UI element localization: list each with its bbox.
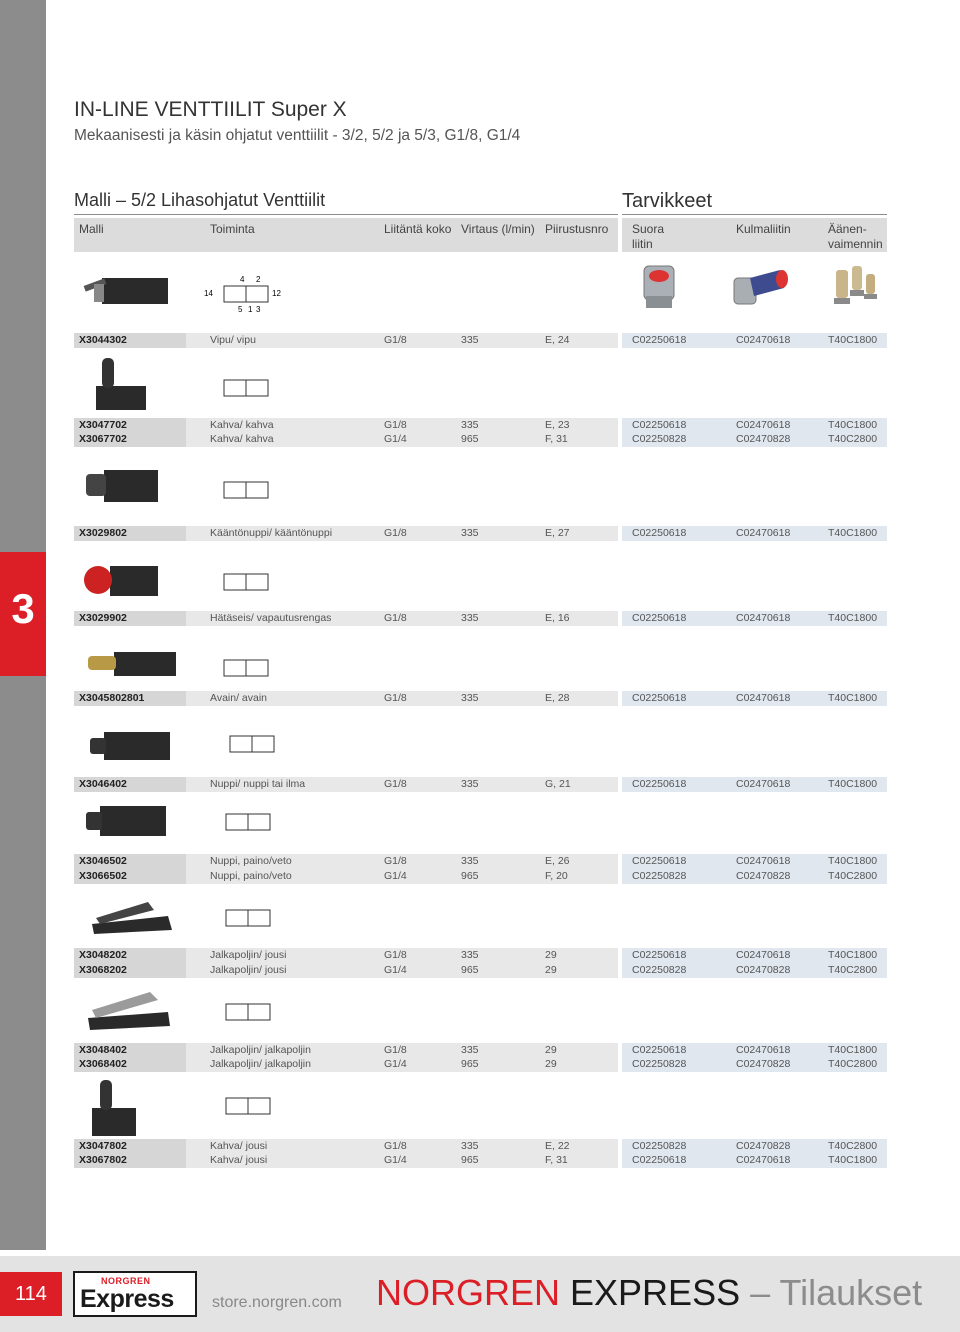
valve-key-image — [80, 644, 180, 684]
row-straight: C02250618 — [632, 778, 687, 790]
row-code: X3046402 — [79, 778, 127, 790]
row-port: G1/4 — [384, 433, 407, 445]
valve-knob-push-pull-image — [80, 800, 170, 844]
row-elbow: C02470828 — [736, 1140, 791, 1152]
brand-express: EXPRESS — [560, 1272, 741, 1313]
row-drawing: E, 16 — [545, 612, 570, 624]
row-function: Kahva/ kahva — [210, 433, 274, 445]
row-port: G1/4 — [384, 870, 407, 882]
row-straight: C02250828 — [632, 870, 687, 882]
row-code: X3046502 — [79, 855, 127, 867]
row-elbow: C02470618 — [736, 527, 791, 539]
logo-express-text: Express — [80, 1285, 174, 1313]
silencer-image — [830, 262, 882, 318]
col-piirustus: Piirustusnro — [545, 222, 609, 236]
brand-tilaukset: – Tilaukset — [740, 1272, 923, 1313]
row-flow: 335 — [461, 419, 479, 431]
row-silencer: T40C1800 — [828, 527, 878, 539]
row-drawing: E, 26 — [545, 855, 570, 867]
row-straight: C02250618 — [632, 692, 687, 704]
row-drawing: F, 31 — [545, 433, 568, 445]
row-flow: 335 — [461, 527, 479, 539]
row-elbow: C02470618 — [736, 419, 791, 431]
row-port: G1/8 — [384, 1044, 407, 1056]
valve-symbol — [200, 370, 290, 414]
row-drawing: 29 — [545, 964, 557, 976]
row-drawing: 29 — [545, 949, 557, 961]
row-elbow: C02470618 — [736, 855, 791, 867]
port-12-label: 12 — [272, 289, 281, 298]
row-elbow: C02470618 — [736, 949, 791, 961]
row-port: G1/8 — [384, 527, 407, 539]
row-function: Jalkapoljin/ jousi — [210, 949, 287, 961]
row-straight: C02250618 — [632, 334, 687, 346]
col-liitanta: Liitäntä koko — [384, 222, 452, 236]
valve-lever-image — [80, 268, 172, 312]
valve-symbol — [200, 566, 290, 606]
row-function: Kääntönuppi/ kääntönuppi — [210, 527, 333, 539]
row-elbow: C02470828 — [736, 870, 791, 882]
row-silencer: T40C2800 — [828, 870, 878, 882]
row-silencer: T40C1800 — [828, 778, 878, 790]
row-code: X3044302 — [79, 334, 127, 346]
row-straight: C02250828 — [632, 1058, 687, 1070]
page-number: 114 — [0, 1272, 62, 1316]
row-function: Avain/ avain — [210, 692, 268, 704]
col-virtaus: Virtaus (l/min) — [461, 222, 535, 236]
port-3-label: 3 — [256, 305, 261, 314]
row-flow: 335 — [461, 692, 479, 704]
valve-symbol — [214, 1090, 294, 1130]
port-5-label: 5 — [238, 305, 243, 314]
port-14-label: 14 — [204, 289, 213, 298]
row-flow: 965 — [461, 433, 479, 445]
row-code: X3067702 — [79, 433, 127, 445]
page-title: IN-LINE VENTTIILIT Super X — [74, 98, 347, 121]
valve-handle-image — [80, 356, 150, 416]
row-drawing: G, 21 — [545, 778, 571, 790]
row-elbow: C02470618 — [736, 1044, 791, 1056]
row-drawing: F, 20 — [545, 870, 568, 882]
row-drawing: F, 31 — [545, 1154, 568, 1166]
row-function: Kahva/ jousi — [210, 1140, 268, 1152]
chapter-number: 3 — [11, 585, 35, 632]
row-silencer: T40C1800 — [828, 334, 878, 346]
col-suora-line1: Suora — [632, 222, 665, 236]
row-function: Jalkapoljin/ jalkapoljin — [210, 1058, 311, 1070]
row-elbow: C02470618 — [736, 1154, 791, 1166]
row-code: X3045802801 — [79, 692, 145, 704]
row-straight: C02250828 — [632, 433, 687, 445]
col-toiminta: Toiminta — [210, 222, 255, 236]
row-silencer: T40C1800 — [828, 949, 878, 961]
row-flow: 335 — [461, 778, 479, 790]
valve-emergency-stop-image — [80, 558, 160, 604]
row-straight: C02250618 — [632, 612, 687, 624]
row-port: G1/8 — [384, 949, 407, 961]
row-flow: 335 — [461, 612, 479, 624]
row-code: X3047802 — [79, 1140, 127, 1152]
row-flow: 965 — [461, 964, 479, 976]
accessories-rule — [622, 214, 887, 215]
row-code: X3029802 — [79, 527, 127, 539]
row-flow: 965 — [461, 1154, 479, 1166]
row-elbow: C02470618 — [736, 334, 791, 346]
row-flow: 335 — [461, 949, 479, 961]
row-straight: C02250618 — [632, 949, 687, 961]
foot-pedal-pedal-image — [82, 986, 174, 1034]
table-header — [74, 218, 618, 252]
valve-symbol — [214, 996, 294, 1036]
row-port: G1/8 — [384, 334, 407, 346]
row-elbow: C02470618 — [736, 692, 791, 704]
row-port: G1/8 — [384, 855, 407, 867]
valve-knob-air-image — [84, 724, 174, 768]
valve-rotary-knob-image — [80, 462, 160, 512]
valve-handle-spring-image — [84, 1078, 140, 1140]
row-port: G1/8 — [384, 778, 407, 790]
row-straight: C02250828 — [632, 964, 687, 976]
row-port: G1/4 — [384, 1154, 407, 1166]
row-port: G1/4 — [384, 1058, 407, 1070]
logo-norgren-text: NORGREN — [101, 1276, 151, 1286]
page-subtitle: Mekaanisesti ja käsin ohjatut venttiilit - 3/2, 5/2 ja 5/3, G1/8, G1/4 — [74, 127, 521, 144]
port-1-label: 1 — [248, 305, 253, 314]
store-link[interactable]: store.norgren.com — [212, 1294, 342, 1311]
col-malli: Malli — [79, 222, 104, 236]
row-drawing: E, 24 — [545, 334, 570, 346]
brand-norgren: NORGREN — [376, 1272, 561, 1313]
row-elbow: C02470618 — [736, 778, 791, 790]
row-port: G1/8 — [384, 612, 407, 624]
row-flow: 965 — [461, 870, 479, 882]
row-elbow: C02470618 — [736, 612, 791, 624]
row-straight: C02250618 — [632, 419, 687, 431]
col-aanen-line1: Äänen- — [828, 222, 867, 236]
row-port: G1/4 — [384, 964, 407, 976]
row-code: X3066502 — [79, 870, 127, 882]
col-aanen — [828, 222, 883, 252]
row-function: Nuppi, paino/veto — [210, 870, 292, 882]
row-drawing: E, 23 — [545, 419, 570, 431]
row-function: Jalkapoljin/ jalkapoljin — [210, 1044, 311, 1056]
section-title: Malli – 5/2 Lihasohjatut Venttiilit — [74, 190, 326, 210]
row-function: Nuppi, paino/veto — [210, 855, 292, 867]
row-elbow: C02470828 — [736, 433, 791, 445]
row-silencer: T40C1800 — [828, 855, 878, 867]
row-function: Kahva/ kahva — [210, 419, 274, 431]
row-silencer: T40C1800 — [828, 692, 878, 704]
brand-tagline — [376, 1272, 922, 1314]
col-kulma: Kulmaliitin — [736, 222, 791, 236]
port-4-label: 4 — [240, 275, 245, 284]
row-flow: 335 — [461, 1140, 479, 1152]
row-flow: 335 — [461, 334, 479, 346]
row-silencer: T40C1800 — [828, 1044, 878, 1056]
row-function: Nuppi/ nuppi tai ilma — [210, 778, 306, 790]
row-flow: 335 — [461, 855, 479, 867]
row-elbow: C02470828 — [736, 1058, 791, 1070]
row-silencer: T40C1800 — [828, 612, 878, 624]
row-drawing: 29 — [545, 1044, 557, 1056]
straight-fitting-image — [630, 262, 690, 314]
row-flow: 965 — [461, 1058, 479, 1070]
col-suora — [632, 222, 664, 252]
row-function: Vipu/ vipu — [210, 334, 256, 346]
section-rule — [74, 214, 618, 215]
row-function: Kahva/ jousi — [210, 1154, 268, 1166]
foot-pedal-spring-image — [88, 894, 176, 938]
col-aanen-line2: vaimennin — [828, 237, 883, 251]
valve-symbol — [216, 806, 296, 846]
row-code: X3048202 — [79, 949, 127, 961]
row-port: G1/8 — [384, 419, 407, 431]
row-code: X3029902 — [79, 612, 127, 624]
row-elbow: C02470828 — [736, 964, 791, 976]
accessories-title: Tarvikkeet — [622, 190, 713, 212]
row-code: X3048402 — [79, 1044, 127, 1056]
col-suora-line2: liitin — [632, 237, 653, 251]
row-flow: 335 — [461, 1044, 479, 1056]
elbow-fitting-image — [726, 264, 796, 312]
row-function: Hätäseis/ vapautusrengas — [210, 612, 332, 624]
row-port: G1/8 — [384, 1140, 407, 1152]
row-drawing: E, 27 — [545, 527, 570, 539]
row-drawing: E, 22 — [545, 1140, 570, 1152]
row-code: X3068402 — [79, 1058, 127, 1070]
row-straight: C02250618 — [632, 527, 687, 539]
row-code: X3068202 — [79, 964, 127, 976]
row-drawing: 29 — [545, 1058, 557, 1070]
row-silencer: T40C1800 — [828, 419, 878, 431]
row-silencer: T40C2800 — [828, 964, 878, 976]
valve-symbol — [200, 272, 290, 316]
express-logo — [73, 1271, 197, 1317]
row-straight: C02250618 — [632, 1044, 687, 1056]
row-drawing: E, 28 — [545, 692, 570, 704]
valve-symbol — [206, 652, 286, 692]
row-function: Jalkapoljin/ jousi — [210, 964, 287, 976]
row-silencer: T40C1800 — [828, 1154, 878, 1166]
row-silencer: T40C2800 — [828, 1058, 878, 1070]
row-silencer: T40C2800 — [828, 1140, 878, 1152]
row-code: X3047702 — [79, 419, 127, 431]
row-port: G1/8 — [384, 692, 407, 704]
valve-symbol — [220, 728, 300, 768]
row-code: X3067802 — [79, 1154, 127, 1166]
row-straight: C02250618 — [632, 855, 687, 867]
row-straight: C02250618 — [632, 1154, 687, 1166]
row-straight: C02250828 — [632, 1140, 687, 1152]
row-silencer: T40C2800 — [828, 433, 878, 445]
port-2-label: 2 — [256, 275, 261, 284]
valve-symbol — [196, 474, 286, 514]
chapter-label: VENTTIILIT — [933, 430, 950, 535]
valve-symbol — [214, 902, 294, 942]
